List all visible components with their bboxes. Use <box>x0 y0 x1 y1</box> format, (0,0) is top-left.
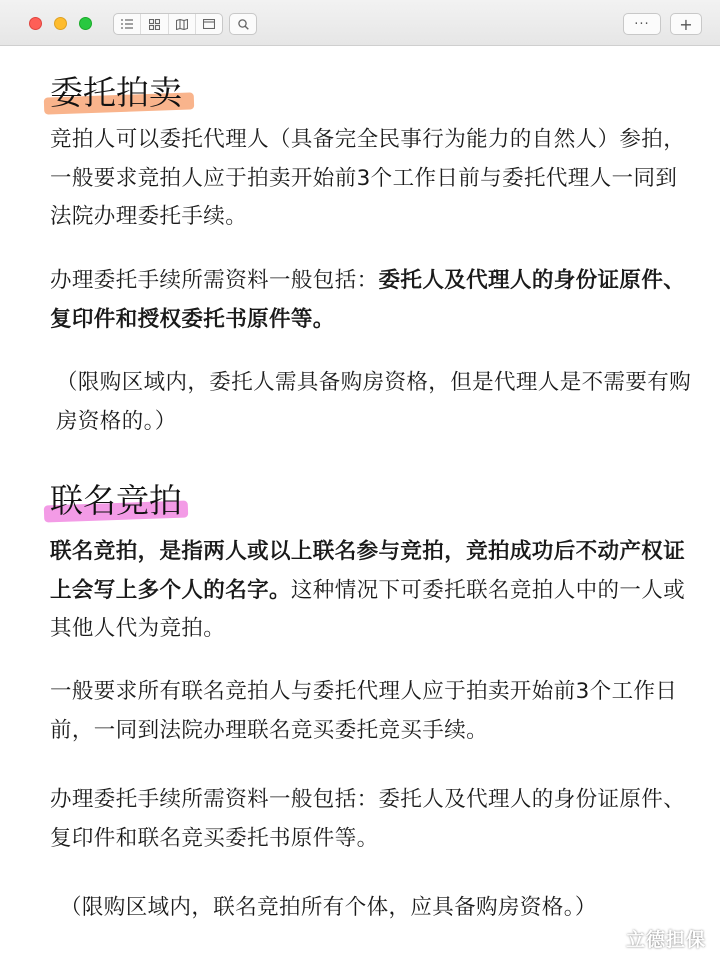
paragraph: 竞拍人可以委托代理人（具备完全民事行为能力的自然人）参拍，一般要求竞拍人应于拍卖开始前3个工作日前与委托代理人一同到法院办理委托手续。 <box>50 127 686 229</box>
section-heading-joint-bidding <box>50 478 182 524</box>
paragraph <box>50 262 690 339</box>
paragraph-text: 办理委托手续所需资料一般包括： <box>50 268 379 293</box>
view-mode-segmented-control <box>113 13 223 35</box>
window-titlebar <box>0 0 720 46</box>
paragraph: 办理委托手续所需资料一般包括：委托人及代理人的身份证原件、复印件和联名竞买委托书原件等。 <box>50 787 686 851</box>
search-button[interactable] <box>229 13 257 35</box>
section-heading-entrusted-auction <box>50 70 182 116</box>
map-view-icon[interactable] <box>169 14 196 34</box>
paragraph <box>50 533 690 649</box>
grid-view-icon[interactable] <box>141 14 168 34</box>
add-button[interactable]: + <box>670 13 702 35</box>
more-options-button[interactable]: ··· <box>623 13 661 35</box>
paragraph-note: （限购区域内，联名竞拍所有个体，应具备购房资格。） <box>60 895 597 920</box>
maximize-window-button[interactable] <box>79 17 92 30</box>
minimize-window-button[interactable] <box>54 17 67 30</box>
paragraph-text: 这种情况下可委托联名竞拍人中的一人或其他人代为竞拍。 <box>50 577 686 641</box>
sidebar-view-icon[interactable] <box>196 14 222 34</box>
section-heading-text: 联名竞拍 <box>50 481 182 520</box>
search-icon <box>238 19 249 30</box>
paragraph-bold-text: 委托人及代理人的身份证原件、复印件和授权委托书原件等。 <box>50 268 686 332</box>
close-window-button[interactable] <box>29 17 42 30</box>
paragraph-note: （限购区域内，委托人需具备购房资格，但是代理人是不需要有购房资格的。） <box>56 370 692 434</box>
list-view-icon[interactable] <box>114 14 141 34</box>
watermark-text: 立德担保 <box>625 929 706 951</box>
paragraph-bold-text: 联名竞拍，是指两人或以上联名参与竞拍，竞拍成功后不动产权证上会写上多个人的名字。 <box>50 539 686 603</box>
section-heading-text: 委托拍卖 <box>50 73 182 112</box>
paragraph: 一般要求所有联名竞拍人与委托代理人应于拍卖开始前3个工作日前，一同到法院办理联名竞买委托竞买手续。 <box>50 679 678 743</box>
